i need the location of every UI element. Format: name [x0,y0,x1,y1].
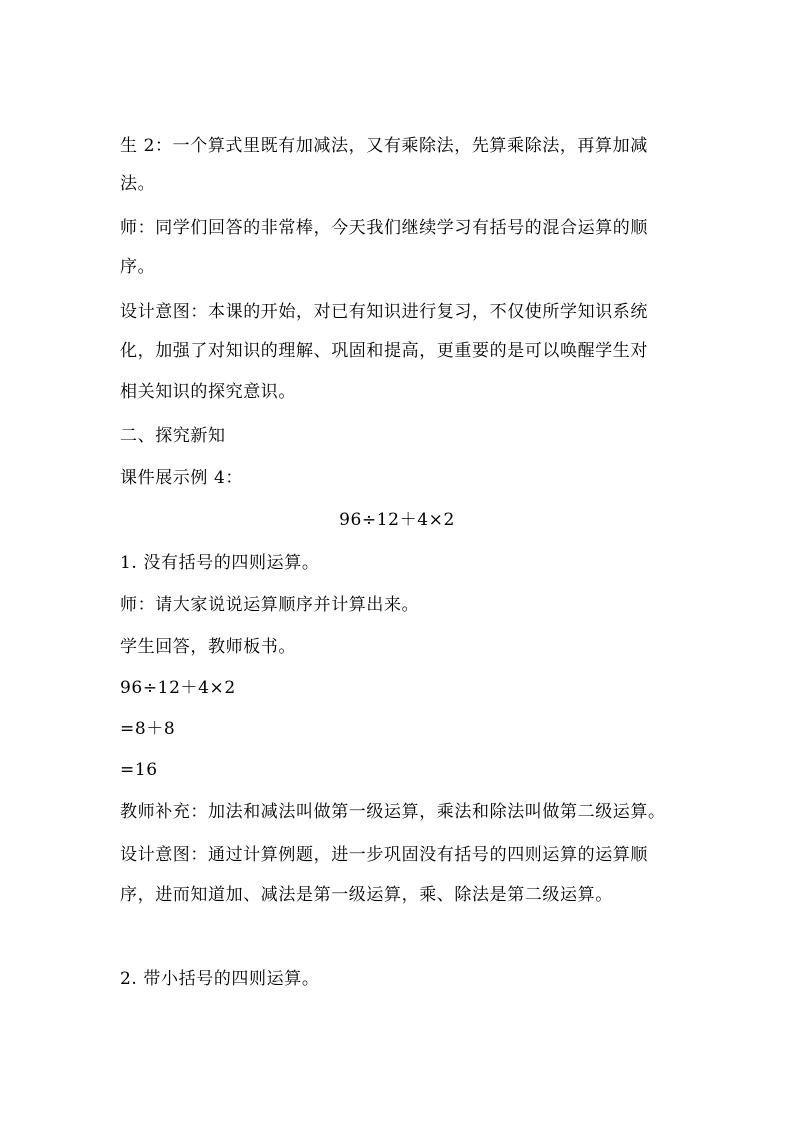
subheading-no-parentheses: 1. 没有括号的四则运算。 [120,553,320,573]
text-line-teacher-cont: 序。 [120,257,156,277]
equation-centered: 96÷12＋4×2 [339,510,455,530]
text-line-design-intent-2-cont: 序，进而知道加、减法是第一级运算，乘、除法是第二级运算。 [120,885,613,905]
equation-step-1: 96÷12＋4×2 [120,678,236,698]
text-line-student-2-cont: 法。 [120,174,156,194]
subheading-with-parentheses: 2. 带小括号的四则运算。 [120,969,320,989]
equation-step-3: =16 [120,760,158,780]
text-line-design-intent-2: 设计意图：通过计算例题，进一步巩固没有括号的四则运算的运算顺 [120,845,648,865]
text-line-design-intent-1: 设计意图：本课的开始，对已有知识进行复习，不仅使所学知识系统 [120,302,648,322]
text-line-students-answer: 学生回答，教师板书。 [120,637,296,657]
text-line-teacher: 师：同学们回答的非常棒，今天我们继续学习有括号的混合运算的顺 [120,218,648,238]
text-line-design-intent-1-end: 相关知识的探究意识。 [120,382,296,402]
text-line-student-2: 生 2：一个算式里既有加减法，又有乘除法，先算乘除法，再算加减 [120,136,648,156]
text-line-teacher-supplement: 教师补充：加法和减法叫做第一级运算，乘法和除法叫做第二级运算。 [120,802,666,822]
text-line-example-4: 课件展示例 4： [120,468,244,488]
text-line-design-intent-1-cont: 化，加强了对知识的理解、巩固和提高，更重要的是可以唤醒学生对 [120,341,648,361]
equation-step-2: =8＋8 [120,719,176,739]
section-heading-explore: 二、探究新知 [120,426,226,446]
text-line-teacher-ask: 师：请大家说说运算顺序并计算出来。 [120,595,420,615]
